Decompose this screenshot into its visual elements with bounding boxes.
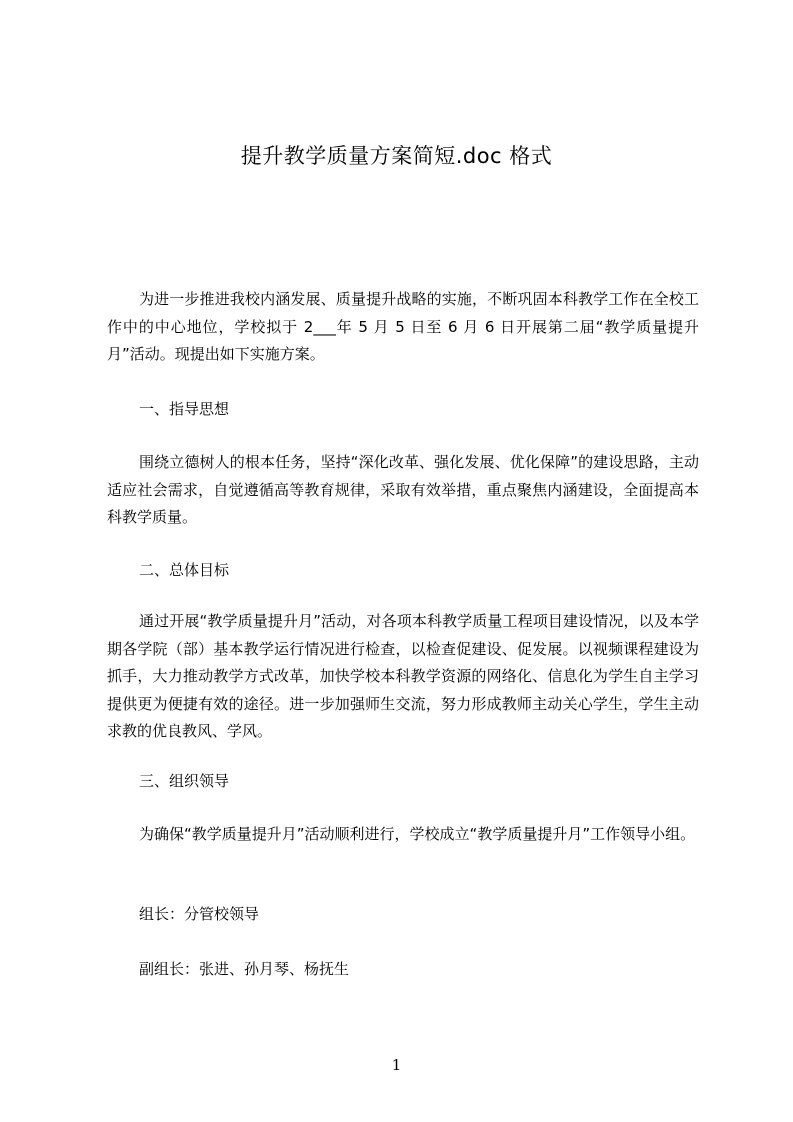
section-body-guiding-ideology: 围绕立德树人的根本任务，坚持“深化改革、强化发展、优化保障”的建设思路，主动适应社会需求，自觉遵循高等教育规律，采取有效举措，重点聚焦内涵建设，全面提高本科教学质量。	[107, 453, 699, 526]
intro-paragraph: 为进一步推进我校内涵发展、质量提升战略的实施，不断巩固本科教学工作在全校工作中的中心地位，学校拟于 2___年 5 月 5 日至 6 月 6 日开展第二届“教学质量提升月”活动。现提出如下实施方案。	[107, 290, 699, 363]
deputy-leader-line: 副组长：张进、孙月琴、杨抚生	[139, 960, 350, 978]
document-title: 提升教学质量方案简短.doc 格式	[240, 144, 553, 168]
section-body-organization: 为确保“教学质量提升月”活动顺利进行，学校成立“教学质量提升月”工作领导小组。	[139, 825, 696, 843]
section-heading-overall-goal: 二、总体目标	[139, 561, 230, 579]
section-heading-guiding-ideology: 一、指导思想	[139, 400, 230, 418]
section-body-overall-goal: 通过开展“教学质量提升月”活动，对各项本科教学质量工程项目建设情况，以及本学期各学院（部）基本教学运行情况进行检查，以检查促建设、促发展。以视频课程建设为抓手，大力推动教学方式改革，加快学校本科教学资源的网络化、信息化为学生自主学习提供更为便捷有效的途径。进一步加强师生交流，努力形成教师主动关心学生，学生主动求教的优良教风、学风。	[107, 612, 699, 740]
page-number: 1	[391, 1056, 402, 1074]
leader-line: 组长：分管校领导	[139, 905, 260, 923]
section-heading-organization: 三、组织领导	[139, 772, 230, 790]
